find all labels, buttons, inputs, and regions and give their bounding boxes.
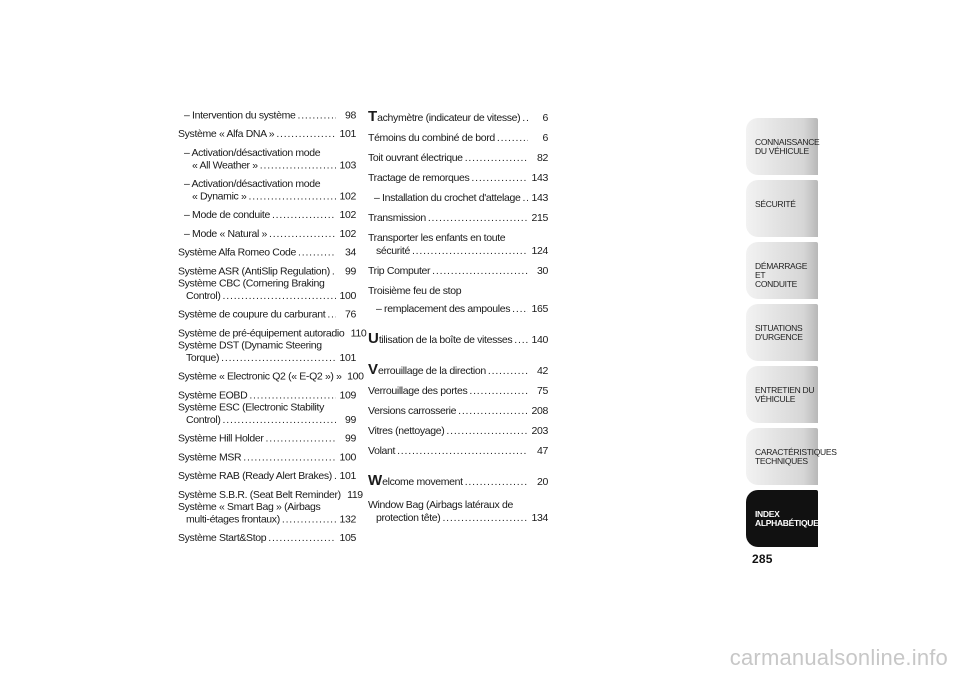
section-letter: U bbox=[368, 330, 379, 347]
page-ref: 99 bbox=[345, 265, 356, 278]
index-entry: Système RAB (Ready Alert Brakes) ..... 101 bbox=[178, 471, 356, 483]
page-ref: 109 bbox=[339, 389, 356, 402]
index-entry: – Installation du crochet d'attelage ..... 143 bbox=[368, 192, 548, 205]
page-ref: 102 bbox=[339, 209, 356, 221]
page-number: 285 bbox=[752, 552, 773, 566]
index-entry: Vitres (nettoyage) ..... 203 bbox=[368, 425, 548, 438]
page-ref: 215 bbox=[531, 212, 548, 224]
page-ref: 203 bbox=[531, 425, 548, 437]
section-letter: T bbox=[368, 108, 378, 125]
page-ref: 143 bbox=[531, 172, 548, 184]
index-entry: – Intervention du système ..... 98 bbox=[178, 110, 356, 122]
page-ref: 6 bbox=[542, 132, 548, 144]
page-ref: 47 bbox=[537, 445, 548, 457]
tab-connaissance-du-vehicule[interactable]: CONNAISSANCE DU VÉHICULE bbox=[746, 118, 818, 175]
page-ref: 82 bbox=[537, 152, 548, 164]
index-entry: Utilisation de la boîte de vitesses ..... 140 bbox=[368, 332, 548, 347]
index-right-column bbox=[368, 110, 548, 525]
watermark: carmanualsonline.info bbox=[729, 645, 948, 670]
index-entry: – Mode de conduite ..... 102 bbox=[178, 210, 356, 222]
page-ref: 99 bbox=[345, 414, 356, 426]
index-entry: Tractage de remorques ..... 143 bbox=[368, 172, 548, 185]
index-entry: Système Hill Holder ..... 99 bbox=[178, 433, 356, 445]
page-ref: 102 bbox=[339, 228, 356, 240]
index-entry: Système ASR (AntiSlip Regulation) ..... 99 bbox=[178, 266, 356, 278]
page-ref: 105 bbox=[339, 532, 356, 545]
index-entry: – Activation/désactivation mode « Dynamic » ..... 102 bbox=[178, 179, 356, 203]
page-ref: 76 bbox=[345, 309, 356, 321]
page-ref: 101 bbox=[339, 352, 356, 364]
page-ref: 30 bbox=[537, 265, 548, 277]
index-entry: Trip Computer ..... 30 bbox=[368, 265, 548, 278]
index-entry: Verrouillage des portes ..... 75 bbox=[368, 385, 548, 398]
index-entry: Système « Electronic Q2 (« E-Q2 ») » 100 bbox=[178, 371, 364, 383]
index-entry: Système S.B.R. (Seat Belt Reminder) 119 bbox=[178, 489, 363, 501]
tab-entretien-du-vehicule[interactable]: ENTRETIEN DU VÉHICULE bbox=[746, 366, 818, 423]
page-ref: 20 bbox=[537, 476, 548, 488]
page-ref: 101 bbox=[339, 128, 356, 141]
index-entry: Verrouillage de la direction ..... 42 bbox=[368, 363, 548, 378]
index-entry: Toit ouvrant électrique ..... 82 bbox=[368, 152, 548, 165]
page-ref: 208 bbox=[531, 405, 548, 417]
page-ref: 165 bbox=[531, 303, 548, 315]
tab-situations-d-urgence[interactable]: SITUATIONS D'URGENCE bbox=[746, 304, 818, 361]
index-entry: Système de pré-équipement autoradio 110 bbox=[178, 327, 367, 340]
index-entry: – Activation/désactivation mode « All Weather » ..... 103 bbox=[178, 148, 356, 172]
index-entry: Système Alfa Romeo Code ..... 34 bbox=[178, 247, 356, 259]
page-ref: 101 bbox=[339, 470, 356, 483]
tab-demarrage-et-conduite[interactable]: DÉMARRAGE ET CONDUITE bbox=[746, 242, 818, 299]
index-entry: Volant ..... 47 bbox=[368, 445, 548, 458]
index-entry: Troisième feu de stop – remplacement des ampoules ..... 165 bbox=[368, 285, 548, 316]
page-ref: 6 bbox=[542, 112, 548, 124]
page-ref: 143 bbox=[531, 192, 548, 204]
index-entry: Système EOBD ..... 109 bbox=[178, 390, 356, 402]
page-ref: 100 bbox=[339, 290, 356, 302]
page-ref: 140 bbox=[531, 334, 548, 346]
index-entry: Système « Smart Bag » (Airbags multi-étages frontaux) ..... 132 bbox=[178, 502, 356, 526]
page-ref: 42 bbox=[537, 365, 548, 377]
index-entry: – Mode « Natural » ..... 102 bbox=[178, 228, 356, 240]
page-ref: 100 bbox=[339, 451, 356, 464]
tab-securite[interactable]: SÉCURITÉ bbox=[746, 180, 818, 237]
index-entry: Transmission ..... 215 bbox=[368, 212, 548, 225]
page-ref: 119 bbox=[347, 489, 363, 501]
index-left-column bbox=[178, 110, 367, 545]
page-ref: 103 bbox=[339, 159, 356, 172]
page-ref: 134 bbox=[531, 512, 548, 524]
index-entry: Système CBC (Cornering Braking Control) ..... 100 bbox=[178, 278, 356, 302]
page-ref: 75 bbox=[537, 385, 548, 397]
tab-caracteristiques-techniques[interactable]: CARACTÉRISTIQUES TECHNIQUES bbox=[746, 428, 818, 485]
index-entry: Témoins du combiné de bord ..... 6 bbox=[368, 132, 548, 145]
index-entry: Transporter les enfants en toute sécurité ..... 124 bbox=[368, 232, 548, 258]
index-entry: Système Start&Stop ..... 105 bbox=[178, 533, 356, 545]
page-ref: 110 bbox=[350, 327, 367, 340]
index-entry: Versions carrosserie ..... 208 bbox=[368, 405, 548, 418]
index-entry: Welcome movement ..... 20 bbox=[368, 474, 548, 489]
page-ref: 100 bbox=[347, 371, 364, 383]
section-letter: W bbox=[368, 472, 383, 489]
page-ref: 34 bbox=[345, 247, 356, 259]
tab-index-alphabetique[interactable]: INDEX ALPHABÉTIQUE bbox=[746, 490, 818, 547]
page-ref: 102 bbox=[339, 190, 356, 203]
page-ref: 98 bbox=[345, 110, 356, 122]
index-entry: Système de coupure du carburant ..... 76 bbox=[178, 309, 356, 321]
page-ref: 99 bbox=[345, 433, 356, 445]
section-tabs bbox=[746, 118, 837, 552]
index-entry: Système ESC (Electronic Stability Control) ..... 99 bbox=[178, 402, 356, 426]
section-letter: V bbox=[368, 361, 379, 378]
index-entry: Système DST (Dynamic Steering Torque) ..... 101 bbox=[178, 340, 356, 364]
page-ref: 132 bbox=[339, 513, 356, 526]
page-ref: 124 bbox=[531, 245, 548, 257]
index-entry: Window Bag (Airbags latéraux de protection tête) ..... 134 bbox=[368, 499, 548, 525]
index-entry: Système « Alfa DNA » ..... 101 bbox=[178, 129, 356, 141]
index-entry: Tachymètre (indicateur de vitesse) ..... 6 bbox=[368, 110, 548, 125]
index-entry: Système MSR ..... 100 bbox=[178, 452, 356, 464]
